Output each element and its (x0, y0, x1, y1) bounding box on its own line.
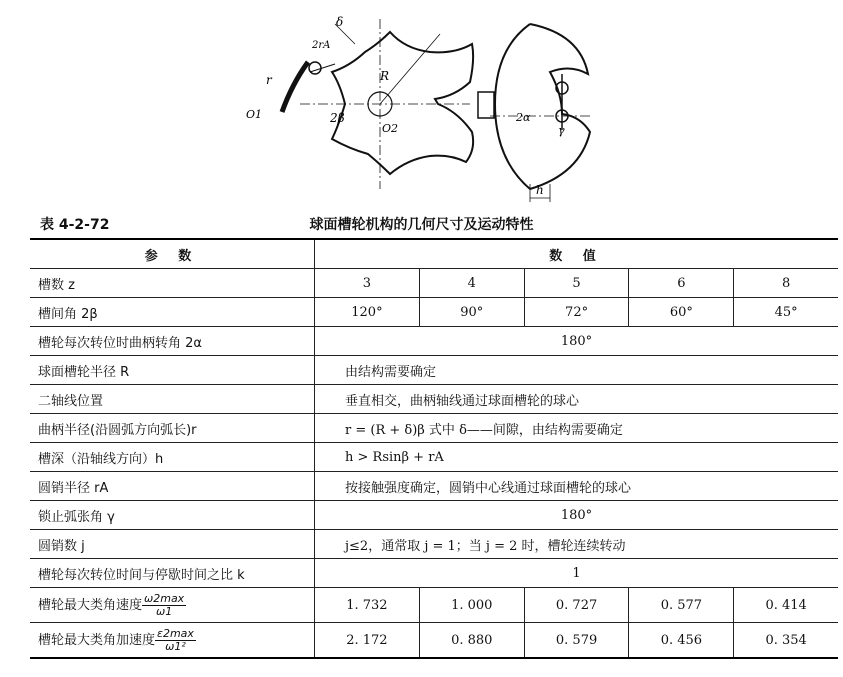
param-cell (30, 623, 315, 659)
geneva-side-view (478, 24, 590, 202)
value-cell: 0. 880 (419, 623, 524, 659)
param-cell: 圆销半径 rA (30, 472, 315, 501)
value-cell: h > Rsinβ + rA (315, 443, 839, 472)
value-cell: 1. 732 (315, 588, 420, 623)
table-row (30, 356, 838, 385)
geometry-table (30, 238, 838, 659)
value-cell: 0. 727 (524, 588, 629, 623)
value-cell: 180° (315, 327, 839, 356)
value-cell: 6 (629, 269, 734, 298)
value-cell: 8 (734, 269, 838, 298)
label-h: h (536, 183, 544, 197)
param-cell: 槽数 z (30, 269, 315, 298)
table-row (30, 530, 838, 559)
geneva-mechanism-figure (240, 4, 620, 204)
table-row (30, 559, 838, 588)
param-cell: 二轴线位置 (30, 385, 315, 414)
geneva-front-view (282, 19, 473, 189)
value-cell: 90° (419, 298, 524, 327)
table-body (30, 269, 838, 659)
param-cell (30, 588, 315, 623)
value-cell: 4 (419, 269, 524, 298)
value-cell: 1. 000 (419, 588, 524, 623)
value-cell: j≤2，通常取 j = 1；当 j = 2 时，槽轮连续转动 (315, 530, 839, 559)
table-row (30, 327, 838, 356)
table-row (30, 414, 838, 443)
table-header-row (30, 239, 838, 269)
label-o1: O1 (246, 108, 263, 121)
table-row-max-accel (30, 623, 838, 659)
value-cell: 45° (734, 298, 838, 327)
param-cell: 槽深（沿轴线方向）h (30, 443, 315, 472)
fraction-denominator: ω1 (156, 604, 173, 618)
label-r: r (266, 73, 272, 87)
value-cell: 0. 456 (629, 623, 734, 659)
value-cell: 1 (315, 559, 839, 588)
table-row (30, 472, 838, 501)
fraction-numerator: ω2max (144, 591, 185, 605)
param-cell: 圆销数 j (30, 530, 315, 559)
value-cell: 0. 354 (734, 623, 838, 659)
param-cell: 槽间角 2β (30, 298, 315, 327)
label-two-alpha: 2α (516, 111, 531, 124)
table-row (30, 501, 838, 530)
param-cell: 球面槽轮半径 R (30, 356, 315, 385)
fraction (142, 593, 186, 618)
value-cell: 5 (524, 269, 629, 298)
value-cell: 180° (315, 501, 839, 530)
param-label: 槽轮最大类角加速度 (38, 632, 156, 648)
header-param: 参 数 (30, 239, 315, 269)
value-cell: 垂直相交，曲柄轴线通过球面槽轮的球心 (315, 385, 839, 414)
label-delta: δ (336, 15, 344, 29)
table-row (30, 269, 838, 298)
param-label: 槽轮最大类角速度 (38, 597, 143, 613)
value-cell: 72° (524, 298, 629, 327)
table-number: 表 4-2-72 (40, 217, 110, 233)
value-cell: 3 (315, 269, 420, 298)
fraction-denominator: ω1² (165, 639, 186, 653)
value-cell: 0. 577 (629, 588, 734, 623)
label-gamma: γ (558, 124, 565, 137)
fraction-numerator: ε2max (157, 626, 194, 640)
value-cell: 120° (315, 298, 420, 327)
param-cell: 曲柄半径(沿圆弧方向弧长)r (30, 414, 315, 443)
table-title: 球面槽轮机构的几何尺寸及运动特性 (309, 217, 534, 233)
label-two-beta: 2β (330, 111, 345, 125)
value-cell: r = (R + δ)β 式中 δ——间隙，由结构需要确定 (315, 414, 839, 443)
header-value: 数 值 (315, 239, 839, 269)
table-row (30, 298, 838, 327)
value-cell: 60° (629, 298, 734, 327)
fraction (155, 628, 196, 653)
table-caption (0, 210, 843, 236)
param-cell: 槽轮每次转位时间与停歇时间之比 k (30, 559, 315, 588)
value-cell: 按接触强度确定，圆销中心线通过球面槽轮的球心 (315, 472, 839, 501)
label-r-big: R (380, 69, 390, 83)
param-cell: 槽轮每次转位时曲柄转角 2α (30, 327, 315, 356)
param-cell: 锁止弧张角 γ (30, 501, 315, 530)
label-o2: O2 (382, 122, 399, 135)
value-cell: 0. 579 (524, 623, 629, 659)
value-cell: 0. 414 (734, 588, 838, 623)
value-cell: 由结构需要确定 (315, 356, 839, 385)
value-cell: 2. 172 (315, 623, 420, 659)
table-row (30, 443, 838, 472)
table-row (30, 385, 838, 414)
label-two-ra: 2rA (312, 40, 331, 51)
table-row-max-speed (30, 588, 838, 623)
